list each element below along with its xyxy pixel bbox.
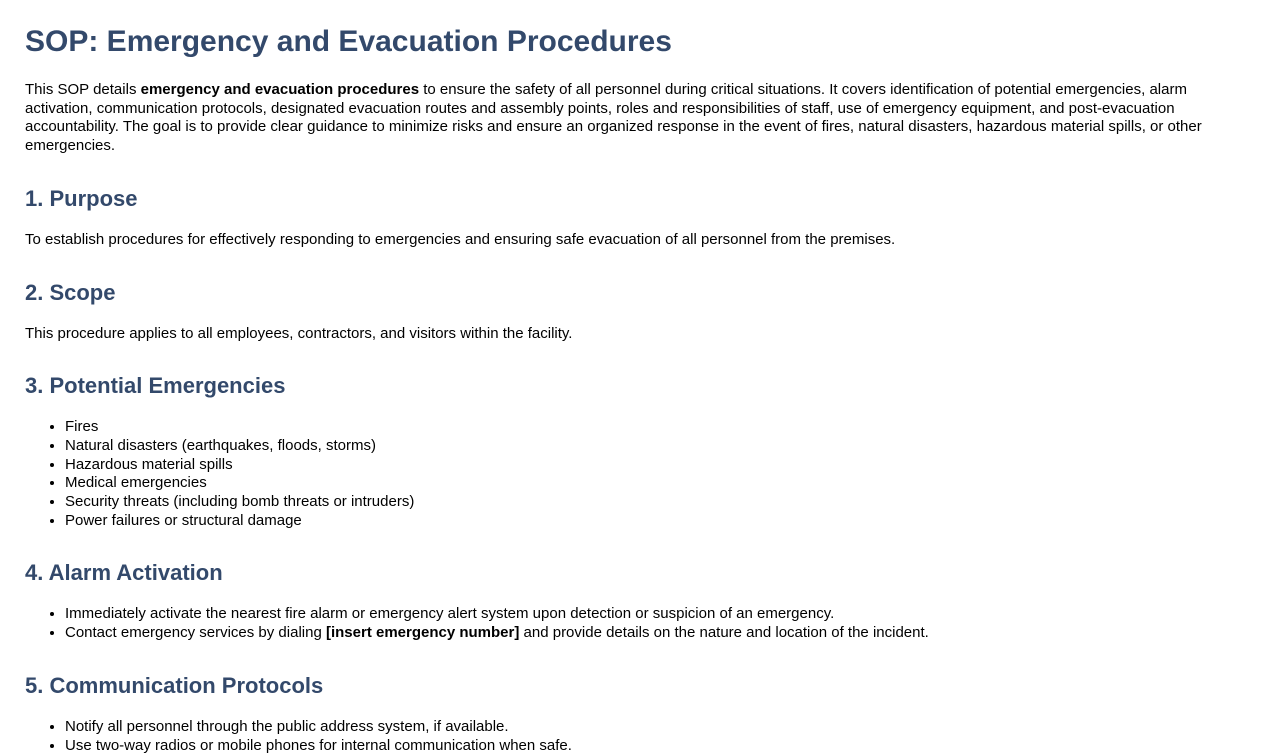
alarm-item-text-after-bold: and provide details on the nature and location of the incident. (519, 624, 929, 642)
section-heading-purpose: 1. Purpose (25, 185, 138, 211)
list-item: • Immediately activate the nearest fire alarm or emergency alert system upon detection or suspicion of an emergency. (65, 605, 1238, 624)
page-title: SOP: Emergency and Evacuation Procedures (25, 25, 672, 58)
intro-text-after-bold: to ensure the safety of all personnel during critical situations. It covers identification of potential emergencies, alarm activation, communication protocols, designated evacuation routes and assembly points, roles and responsibilities of staff, use of emergency equipment, and post-evacuation accountability. The goal is to provide clear guidance to minimize risks and ensure an organized response in the event of fires, natural disasters, hazardous material spills, or other emergencies. (25, 81, 1202, 155)
section-paragraph-scope: This procedure applies to all employees, contractors, and visitors within the facility. (25, 324, 573, 342)
list-item: • Power failures or structural damage (65, 512, 1238, 531)
list-item: • Fires (65, 418, 1238, 437)
list-item: • Natural disasters (earthquakes, floods, storms) (65, 437, 1238, 456)
list-item: • Notify all personnel through the public address system, if available. (65, 718, 1238, 737)
communication-protocols-list (25, 718, 1238, 755)
section-heading-alarm-activation: 4. Alarm Activation (25, 560, 223, 586)
intro-paragraph (25, 81, 1238, 156)
list-item: • Use two-way radios or mobile phones for internal communication when safe. (65, 737, 1238, 755)
alarm-item-bold-text: [insert emergency number] (325, 624, 520, 642)
intro-text-before-bold: This SOP details (25, 81, 141, 98)
section-paragraph-purpose: To establish procedures for effectively responding to emergencies and ensuring safe evacuation of all personnel from the premises. (25, 230, 896, 248)
alarm-item-text-before-bold: Contact emergency services by dialing (65, 624, 326, 642)
section-heading-communication-protocols: 5. Communication Protocols (25, 672, 324, 698)
alarm-activation-list (25, 605, 1238, 642)
list-item: • Medical emergencies (65, 474, 1238, 493)
section-heading-scope: 2. Scope (25, 279, 116, 305)
list-item (65, 624, 1238, 643)
section-heading-potential-emergencies: 3. Potential Emergencies (25, 373, 286, 399)
list-item: • Security threats (including bomb threats or intruders) (65, 493, 1238, 512)
intro-bold-text: emergency and evacuation procedures (140, 81, 420, 98)
list-item: • Hazardous material spills (65, 456, 1238, 475)
potential-emergencies-list (25, 418, 1238, 530)
